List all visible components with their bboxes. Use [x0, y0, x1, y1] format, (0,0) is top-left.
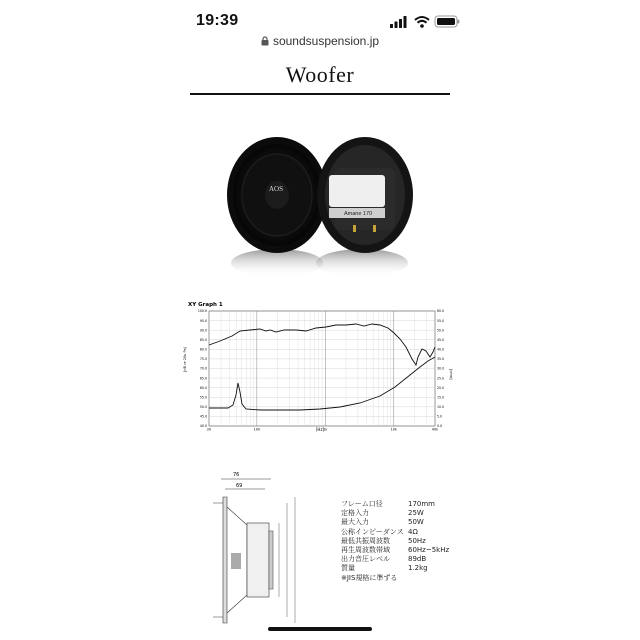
right-tick-label: 45.0 — [437, 337, 445, 342]
left-tick-label: 70.0 — [199, 366, 207, 371]
x-tick-label: 1k — [323, 427, 328, 432]
left-tick-label: 80.0 — [199, 347, 207, 352]
x-tick-label: 20 — [206, 427, 212, 432]
spec-row — [341, 555, 449, 564]
status-time: 19:39 — [196, 12, 239, 29]
right-tick-label: 25.0 — [437, 376, 445, 381]
spec-value: 89dB — [408, 555, 427, 564]
left-tick-label: 55.0 — [199, 395, 207, 400]
home-indicator[interactable] — [268, 627, 372, 631]
battery-icon — [435, 16, 459, 27]
right-tick-label: 40.0 — [437, 347, 445, 352]
lock-icon — [261, 36, 269, 46]
spec-label: 最低共振周波数 — [341, 536, 390, 545]
right-tick-label: 15.0 — [437, 395, 445, 400]
right-axis-ticks — [437, 309, 444, 428]
spec-row — [341, 500, 449, 509]
left-tick-label: 100.0 — [197, 309, 207, 314]
left-tick-label: 85.0 — [199, 337, 207, 342]
x-tick-label: 40k — [431, 427, 439, 432]
right-tick-label: 60.0 — [437, 309, 445, 314]
dimension-drawing — [195, 467, 305, 627]
title-divider — [190, 93, 450, 95]
left-tick-label: 90.0 — [199, 328, 207, 333]
photo-model-label: Amane 170 — [344, 211, 373, 217]
status-icons — [390, 15, 460, 29]
left-tick-label: 45.0 — [199, 414, 207, 419]
left-tick-label: 40.0 — [199, 424, 207, 429]
graph-svg — [180, 297, 460, 432]
graph-title: XY Graph 1 — [188, 302, 223, 308]
left-axis-label: [dB re 20u Pa] — [183, 347, 187, 372]
spec-note: ※JIS規格に準ずる — [341, 573, 398, 582]
spec-label: 出力音圧レベル — [341, 555, 390, 564]
left-axis-ticks — [198, 309, 207, 428]
spec-row — [341, 546, 449, 555]
spec-table — [341, 500, 449, 583]
signal-icon — [390, 16, 407, 28]
right-tick-label: 20.0 — [437, 385, 445, 390]
spec-label: 最大入力 — [341, 518, 369, 527]
spec-value: 1.2kg — [408, 564, 428, 573]
right-tick-label: 55.0 — [437, 318, 445, 323]
address-bar[interactable] — [0, 34, 640, 52]
url-text: soundsuspension.jp — [272, 34, 380, 48]
x-axis-unit: [Hz] — [315, 427, 325, 432]
spec-value: 25W — [408, 509, 424, 518]
x-tick-label: 100 — [253, 427, 261, 432]
woofer-product-photo — [225, 133, 420, 278]
spec-label: フレーム口径 — [341, 500, 383, 508]
spec-row — [341, 564, 449, 573]
right-tick-label: 50.0 — [437, 328, 445, 333]
right-tick-label: 35.0 — [437, 357, 445, 362]
spec-value: 50W — [408, 518, 424, 527]
spec-label: 再生周波数帯域 — [341, 546, 390, 555]
left-tick-label: 75.0 — [199, 357, 207, 362]
dim-second-label: 69 — [236, 483, 243, 489]
x-tick-label: 10k — [390, 427, 397, 432]
right-tick-label: 10.0 — [437, 405, 445, 410]
spec-row — [341, 537, 449, 546]
spec-label: 公称インピーダンス — [341, 527, 404, 536]
spec-value: 50Hz — [408, 536, 426, 545]
right-axis-label: [ohm] — [449, 369, 453, 380]
left-tick-label: 60.0 — [199, 385, 207, 390]
right-tick-label: 30.0 — [437, 366, 445, 371]
spec-value: 4Ω — [408, 527, 418, 536]
spec-label: 質量 — [341, 564, 355, 573]
wifi-icon — [415, 17, 429, 28]
spec-row — [341, 528, 449, 537]
photo-brand-logo: AOS — [269, 185, 284, 193]
spec-row — [341, 518, 449, 527]
left-tick-label: 95.0 — [199, 318, 207, 323]
spec-value: 170mm — [408, 500, 435, 508]
left-tick-label: 50.0 — [199, 405, 207, 410]
right-tick-label: 5.0 — [437, 414, 443, 419]
spec-label: 定格入力 — [341, 509, 369, 518]
right-tick-label: 0.0 — [437, 424, 443, 429]
dim-top-label: 76 — [233, 472, 240, 478]
page-title: Woofer — [285, 62, 355, 87]
left-tick-label: 65.0 — [199, 376, 207, 381]
frequency-response-graph — [180, 297, 460, 432]
spec-value: 60Hz~5kHz — [408, 546, 450, 555]
